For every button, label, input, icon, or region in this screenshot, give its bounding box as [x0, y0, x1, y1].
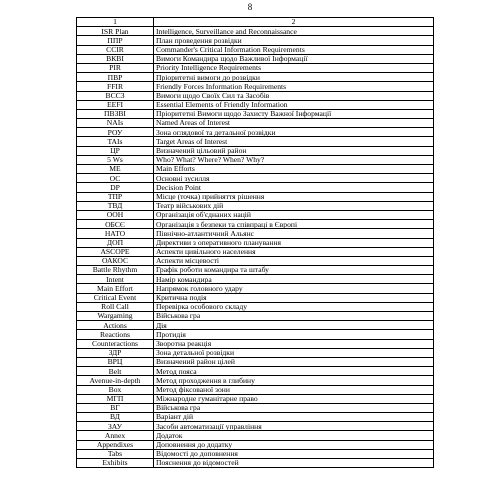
table-row [77, 247, 434, 256]
abbreviation-cell: ВГ [77, 403, 154, 412]
table-row [77, 394, 434, 403]
abbreviation-cell: НАТО [77, 229, 154, 238]
description-cell: Північно-атлантичний Альянс [154, 229, 434, 238]
table-row [77, 45, 434, 54]
table-row [77, 376, 434, 385]
abbreviation-cell: Avenue-in-depth [77, 376, 154, 385]
description-cell: Протидія [154, 330, 434, 339]
abbreviation-cell: Appendixes [77, 440, 154, 449]
description-cell: Intelligence, Surveillance and Reconnaissance [154, 27, 434, 36]
abbreviation-cell: МГП [77, 394, 154, 403]
abbreviation-cell: ВД [77, 413, 154, 422]
abbreviation-cell: ООН [77, 210, 154, 219]
abbreviation-cell: Roll Call [77, 302, 154, 311]
table-body [77, 18, 434, 468]
abbreviation-cell: Reactions [77, 330, 154, 339]
description-cell: Військова гра [154, 312, 434, 321]
description-cell: Аспекти цивільного населення [154, 247, 434, 256]
table-row [77, 293, 434, 302]
table-row [77, 459, 434, 468]
table-row [77, 155, 434, 164]
description-cell: Пріоритетні вимоги до розвідки [154, 73, 434, 82]
table-row [77, 91, 434, 100]
description-cell: Priority Intelligence Requirements [154, 63, 434, 72]
abbreviation-cell: EEFI [77, 100, 154, 109]
column-header-2: 2 [154, 18, 434, 27]
table-row [77, 302, 434, 311]
table-row [77, 422, 434, 431]
description-cell: Варіант дій [154, 413, 434, 422]
description-cell: Визначений район цілей [154, 357, 434, 366]
abbreviation-cell: ПВЗВІ [77, 109, 154, 118]
table-row [77, 54, 434, 63]
description-cell: План проведення розвідки [154, 36, 434, 45]
page-number: 8 [247, 2, 253, 12]
abbreviations-table [76, 17, 434, 468]
description-cell: Commander's Critical Information Requirements [154, 45, 434, 54]
table-row [77, 330, 434, 339]
table-row [77, 36, 434, 45]
table-row [77, 440, 434, 449]
table-row [77, 192, 434, 201]
table-row [77, 73, 434, 82]
description-cell: Міжнародне гуманітарне право [154, 394, 434, 403]
table-row [77, 201, 434, 210]
abbreviation-cell: ПВР [77, 73, 154, 82]
description-cell: Основні зусилля [154, 174, 434, 183]
abbreviation-cell: ASCOPE [77, 247, 154, 256]
abbreviation-cell: Main Effort [77, 284, 154, 293]
table-row [77, 63, 434, 72]
description-cell: Напрямок головного удару [154, 284, 434, 293]
description-cell: Критична подія [154, 293, 434, 302]
table-row [77, 357, 434, 366]
description-cell: Зворотна реакція [154, 339, 434, 348]
abbreviation-cell: ОС [77, 174, 154, 183]
abbreviation-cell: РОУ [77, 128, 154, 137]
description-cell: Військова гра [154, 403, 434, 412]
table-row [77, 146, 434, 155]
description-cell: Пояснення до відомостей [154, 459, 434, 468]
abbreviation-cell: Box [77, 385, 154, 394]
description-cell: Метод проходження в глибину [154, 376, 434, 385]
abbreviation-cell: Intent [77, 275, 154, 284]
abbreviation-cell: ЗДР [77, 348, 154, 357]
description-cell: Визначений цільовий район [154, 146, 434, 155]
table-row [77, 137, 434, 146]
description-cell: Відомості до доповнення [154, 449, 434, 458]
abbreviation-cell: ME [77, 165, 154, 174]
table-row [77, 256, 434, 265]
abbreviation-cell: PIR [77, 63, 154, 72]
table-row [77, 238, 434, 247]
abbreviation-cell: ППР [77, 36, 154, 45]
table-row [77, 174, 434, 183]
description-cell: Намір командира [154, 275, 434, 284]
abbreviation-cell: ВКВІ [77, 54, 154, 63]
description-cell: Пріоритетні Вимоги щодо Захисту Важної Інформації [154, 109, 434, 118]
abbreviation-cell: Exhibits [77, 459, 154, 468]
description-cell: Зона оглядової та детальної розвідки [154, 128, 434, 137]
abbreviation-cell: ТВД [77, 201, 154, 210]
description-cell: Вимоги щодо Своїх Сил та Засобів [154, 91, 434, 100]
table-row [77, 284, 434, 293]
table-row [77, 27, 434, 36]
abbreviation-cell: Counteractions [77, 339, 154, 348]
description-cell: Засоби автоматизації управління [154, 422, 434, 431]
description-cell: Театр військових дій [154, 201, 434, 210]
table-row [77, 339, 434, 348]
table-row [77, 229, 434, 238]
table-row [77, 367, 434, 376]
description-cell: Friendly Forces Information Requirements [154, 82, 434, 91]
abbreviation-cell: FFIR [77, 82, 154, 91]
abbreviation-cell: ЗАУ [77, 422, 154, 431]
table-row [77, 385, 434, 394]
abbreviation-cell: TAIs [77, 137, 154, 146]
description-cell: Організація з безпеки та співпраці в Європі [154, 220, 434, 229]
abbreviation-cell: ТПР [77, 192, 154, 201]
table-row [77, 266, 434, 275]
abbreviation-cell: DP [77, 183, 154, 192]
description-cell: Зона детальної розвідки [154, 348, 434, 357]
description-cell: Вимоги Командира щодо Важливої Інформації [154, 54, 434, 63]
description-cell: Named Areas of Interest [154, 119, 434, 128]
table-row [77, 165, 434, 174]
table-row [77, 119, 434, 128]
abbreviation-cell: ВССЗ [77, 91, 154, 100]
table-row [77, 312, 434, 321]
table-row [77, 321, 434, 330]
table-row [77, 431, 434, 440]
table-row [77, 413, 434, 422]
description-cell: Перевірка особового складу [154, 302, 434, 311]
table-row [77, 403, 434, 412]
description-cell: Decision Point [154, 183, 434, 192]
description-cell: Метод пояса [154, 367, 434, 376]
description-cell: Дія [154, 321, 434, 330]
abbreviation-cell: Critical Event [77, 293, 154, 302]
abbreviation-cell: CCIR [77, 45, 154, 54]
description-cell: Директиви з оперативного планування [154, 238, 434, 247]
table-row [77, 100, 434, 109]
abbreviation-cell: Tabs [77, 449, 154, 458]
table-row [77, 449, 434, 458]
table-row [77, 348, 434, 357]
table-row [77, 210, 434, 219]
column-header-1: 1 [77, 18, 154, 27]
table-header-row [77, 18, 434, 27]
description-cell: Essential Elements of Friendly Information [154, 100, 434, 109]
abbreviation-cell: ОАКОС [77, 256, 154, 265]
abbreviation-cell: Actions [77, 321, 154, 330]
table-row [77, 82, 434, 91]
abbreviation-cell: ЦР [77, 146, 154, 155]
description-cell: Доповнення до додатку [154, 440, 434, 449]
description-cell: Who? What? Where? When? Why? [154, 155, 434, 164]
description-cell: Main Efforts [154, 165, 434, 174]
table-row [77, 220, 434, 229]
abbreviation-cell: Wargaming [77, 312, 154, 321]
description-cell: Місце (точка) прийняття рішення [154, 192, 434, 201]
abbreviation-cell: 5 Ws [77, 155, 154, 164]
description-cell: Графік роботи командира та штабу [154, 266, 434, 275]
abbreviation-cell: ВРЦ [77, 357, 154, 366]
abbreviation-cell: Belt [77, 367, 154, 376]
abbreviation-cell: ОБСЄ [77, 220, 154, 229]
table-row [77, 128, 434, 137]
table-row [77, 109, 434, 118]
abbreviation-cell: ДОП [77, 238, 154, 247]
description-cell: Додаток [154, 431, 434, 440]
description-cell: Організація об'єднаних націй [154, 210, 434, 219]
description-cell: Target Areas of Interest [154, 137, 434, 146]
description-cell: Метод фіксованої зони [154, 385, 434, 394]
table-row [77, 275, 434, 284]
abbreviation-cell: ISR Plan [77, 27, 154, 36]
description-cell: Аспекти місцевості [154, 256, 434, 265]
abbreviation-cell: Battle Rhythm [77, 266, 154, 275]
abbreviation-cell: Annex [77, 431, 154, 440]
abbreviation-cell: NAIs [77, 119, 154, 128]
table-row [77, 183, 434, 192]
